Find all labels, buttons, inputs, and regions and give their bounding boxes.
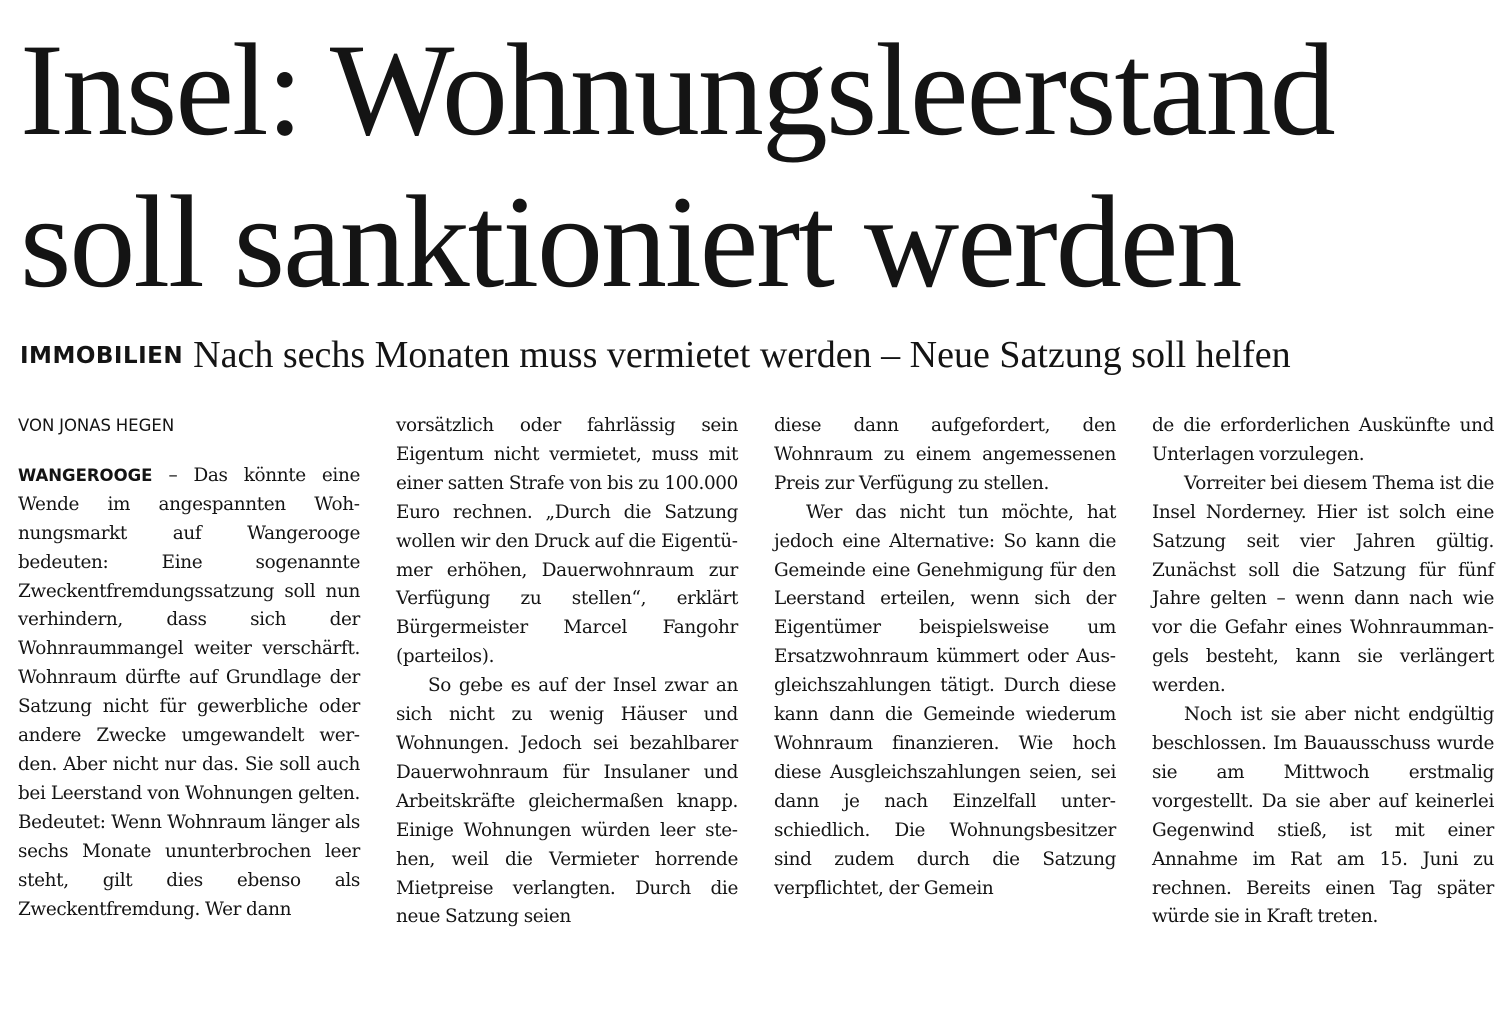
- article-column-1: [18, 412, 360, 1012]
- article-column-4: [1152, 412, 1494, 1012]
- article-paragraph: [18, 462, 360, 925]
- byline: VON JONAS HEGEN: [18, 416, 175, 435]
- article-paragraph: Noch ist sie aber nicht endgültig beschlossen. Im Bauausschuss wurde sie am Mittwoch erstmalig vorgestellt. Da sie aber auf keinerlei Gegenwind stieß, ist mit einer Annahme im Rat am 15. Juni zu rechnen. Bereits einen Tag später würde sie in Kraft treten.: [1152, 704, 1494, 928]
- headline-line-1: Insel: Wohnungsleerstand: [20, 16, 1334, 163]
- lead-text: – Das könnte eine Wende im angespannten Wohnungsmarkt auf Wangerooge bedeuten: Eine sogenannte Zweckentfremdungssatzung soll nun verhindern, dass sich der Wohnraummangel weiter verschärft. Wohnraum dürfte auf Grundlage der Satzung nicht für gewerbliche oder andere Zwecke umgewandelt werden. Aber nicht nur das. Sie soll auch bei Leerstand von Wohnungen gelten. Bedeutet: Wenn Wohnraum länger als sechs Monate ununterbrochen leer steht, gilt dies ebenso als Zweckentfremdung. Wer dann: [18, 464, 360, 920]
- article-paragraph: de die erforderlichen Auskünfte und Unterlagen vorzulegen.: [1152, 415, 1494, 465]
- article-paragraph: So gebe es auf der Insel zwar an sich nicht zu wenig Häuser und Wohnungen. Jedoch sei bezahlbarer Dauerwohnraum für Insulaner und Arbeitskräfte gleichermaßen knapp. Einige Wohnungen würden leer stehen, weil die Vermieter horrende Mietpreise verlangten. Durch die neue Satzung seien: [396, 675, 738, 928]
- kicker-label: IMMOBILIEN: [20, 343, 184, 369]
- article-column-3: [774, 412, 1116, 1012]
- article-paragraph: Wer das nicht tun möchte, hat jedoch eine Alternative: So kann die Gemeinde eine Genehmigung für den Leerstand erteilen, wenn sich der Eigentümer beispielsweise um Ersatzwohnraum kümmert oder Ausgleichszahlungen tätigt. Durch diese kann dann die Gemeinde wiederum Wohnraum finanzieren. Wie hoch diese Ausgleichszahlungen seien, sei dann je nach Einzelfall unterschiedlich. Die Wohnungsbesitzer sind zudem durch die Satzung verpflichtet, der Gemein: [774, 501, 1116, 899]
- article-paragraph: Vorreiter bei diesem Thema ist die Insel Norderney. Hier ist solch eine Satzung seit vier Jahren gültig. Zunächst soll die Satzung für fünf Jahre gelten – wenn dann nach wie vor die Gefahr eines Wohnraummangels besteht, kann sie verlängert werden.: [1152, 472, 1494, 697]
- subheadline-text: Nach sechs Monaten muss vermietet werden – Neue Satzung soll helfen: [193, 334, 1291, 376]
- article-column-2: [396, 412, 738, 1012]
- dateline: WANGEROOGE: [18, 465, 153, 485]
- subheadline: [20, 330, 1500, 381]
- article-paragraph: diese dann aufgefordert, den Wohnraum zu einem angemessenen Preis zur Verfügung zu stellen.: [774, 415, 1116, 494]
- article-body: [18, 412, 1494, 1012]
- headline-line-2: soll sanktioniert werden: [20, 168, 1241, 315]
- article-paragraph: vorsätzlich oder fahrlässig sein Eigentum nicht vermietet, muss mit einer satten Strafe von bis zu 100.000 Euro rechnen. „Durch die Satzung wollen wir den Druck auf die Eigentümer erhöhen, Dauerwohnraum zur Verfügung zu stellen“, erklärt Bürgermeister Marcel Fangohr (parteilos).: [396, 415, 738, 668]
- headline: [20, 14, 1500, 318]
